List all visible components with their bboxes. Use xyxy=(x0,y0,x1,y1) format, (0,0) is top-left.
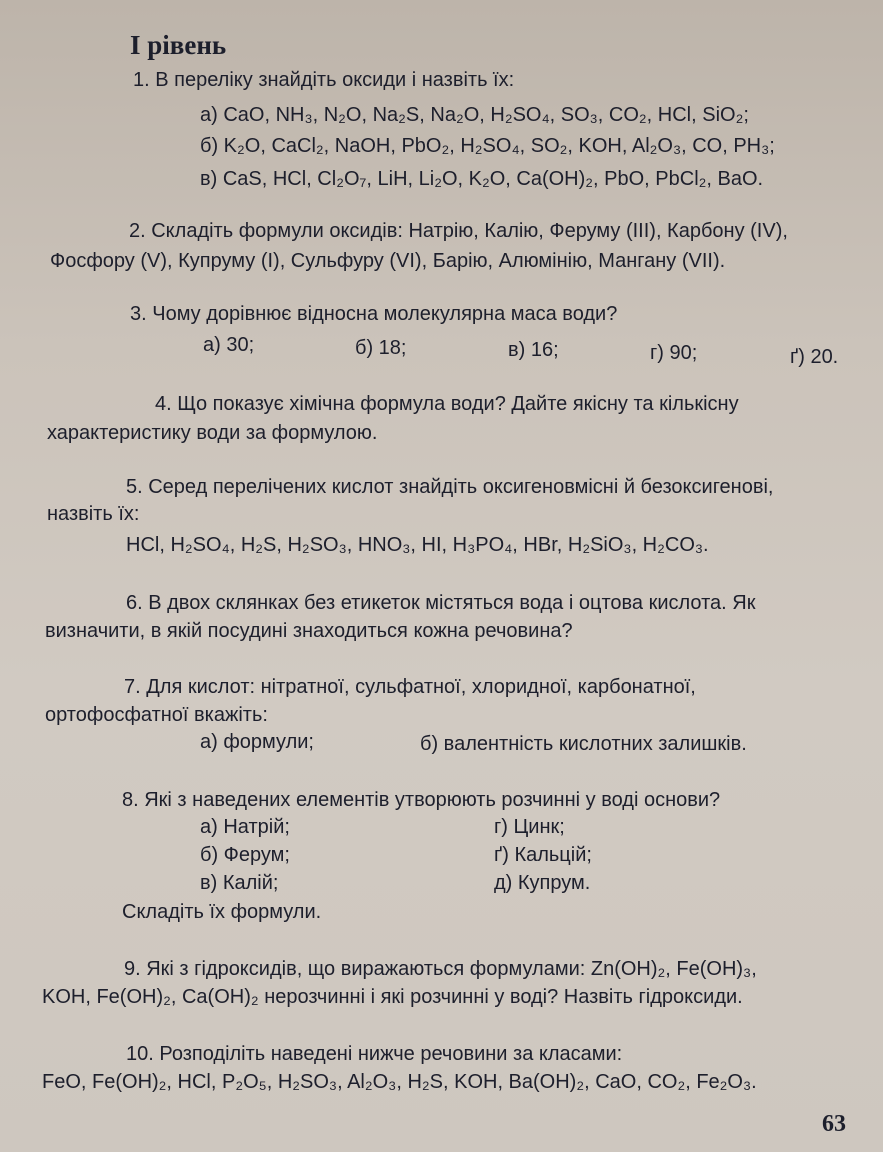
question-10-line-1: 10. Розподіліть наведені нижче речовини за класами: xyxy=(126,1043,623,1065)
question-1-option-b: б) K₂O, CaCl₂, NaOH, PbO₂, H₂SO₄, SO₂, KOH, Al₂O₃, CO, PH₃; xyxy=(200,135,775,157)
page-number: 63 xyxy=(822,1111,846,1137)
question-7-line-2: ортофосфатної вкажіть: xyxy=(45,704,268,726)
question-5-line-2: назвіть їх: xyxy=(47,503,140,525)
question-9-line-2: KOH, Fe(OH)₂, Ca(OH)₂ нерозчинні і які розчинні у воді? Назвіть гідроксиди. xyxy=(42,986,743,1008)
question-3-option-d: г) 90; xyxy=(650,342,698,364)
question-4-line-2: характеристику води за формулою. xyxy=(47,422,378,444)
question-8-option-d: г) Цинк; xyxy=(494,816,565,838)
question-9-line-1: 9. Які з гідроксидів, що виражаються формулами: Zn(OH)₂, Fe(OH)₃, xyxy=(124,958,757,980)
question-8-option-b: б) Ферум; xyxy=(200,844,290,866)
question-8-footer: Складіть їх формули. xyxy=(122,901,322,923)
question-7-option-a: а) формули; xyxy=(200,731,314,753)
question-3-option-a: а) 30; xyxy=(203,334,255,356)
question-8-option-f: д) Купрум. xyxy=(494,872,591,894)
question-7-line-1: 7. Для кислот: нітратної, сульфатної, хлоридної, карбонатної, xyxy=(124,676,696,698)
question-1-option-c: в) CaS, HCl, Cl₂O₇, LiH, Li₂O, K₂O, Ca(OH)₂, PbO, PbCl₂, BaO. xyxy=(200,168,764,190)
question-8-option-e: ґ) Кальцій; xyxy=(494,844,592,866)
question-6-line-2: визначити, в якій посудині знаходиться кожна речовина? xyxy=(45,620,573,642)
question-3-option-c: в) 16; xyxy=(508,339,559,361)
question-6-line-1: 6. В двох склянках без етикеток містяться вода і оцтова кислота. Як xyxy=(126,592,756,614)
question-5-line-1: 5. Серед перелічених кислот знайдіть оксигеновмісні й безоксигенові, xyxy=(126,476,774,498)
question-2-line-1: 2. Складіть формули оксидів: Натрію, Калію, Феруму (III), Карбону (IV), xyxy=(129,220,788,242)
question-8-option-c: в) Калій; xyxy=(200,872,279,894)
question-1: 1. В переліку знайдіть оксиди і назвіть їх: xyxy=(133,69,515,91)
question-1-option-a: а) CaO, NH₃, N₂O, Na₂S, Na₂O, H₂SO₄, SO₃, CO₂, HCl, SiO₂; xyxy=(200,104,749,126)
question-4-line-1: 4. Що показує хімічна формула води? Дайте якісну та кількісну xyxy=(155,393,739,415)
question-5-formulas: HCl, H₂SO₄, H₂S, H₂SO₃, HNO₃, HI, H₃PO₄, HBr, H₂SiO₃, H₂CO₃. xyxy=(126,534,709,556)
question-3-option-e: ґ) 20. xyxy=(790,346,839,368)
question-2-line-2: Фосфору (V), Купруму (I), Сульфуру (VI), Барію, Алюмінію, Мангану (VII). xyxy=(50,250,726,272)
page-heading: I рівень xyxy=(130,30,227,60)
question-7-option-b: б) валентність кислотних залишків. xyxy=(420,733,747,755)
question-10-line-2: FeO, Fe(OH)₂, HCl, P₂O₅, H₂SO₃, Al₂O₃, H₂S, KOH, Ba(OH)₂, CaO, CO₂, Fe₂O₃. xyxy=(42,1071,757,1093)
question-3: 3. Чому дорівнює відносна молекулярна маса води? xyxy=(130,303,618,325)
question-8-option-a: а) Натрій; xyxy=(200,816,290,838)
question-3-option-b: б) 18; xyxy=(355,337,407,359)
question-8: 8. Які з наведених елементів утворюють розчинні у воді основи? xyxy=(122,789,721,811)
